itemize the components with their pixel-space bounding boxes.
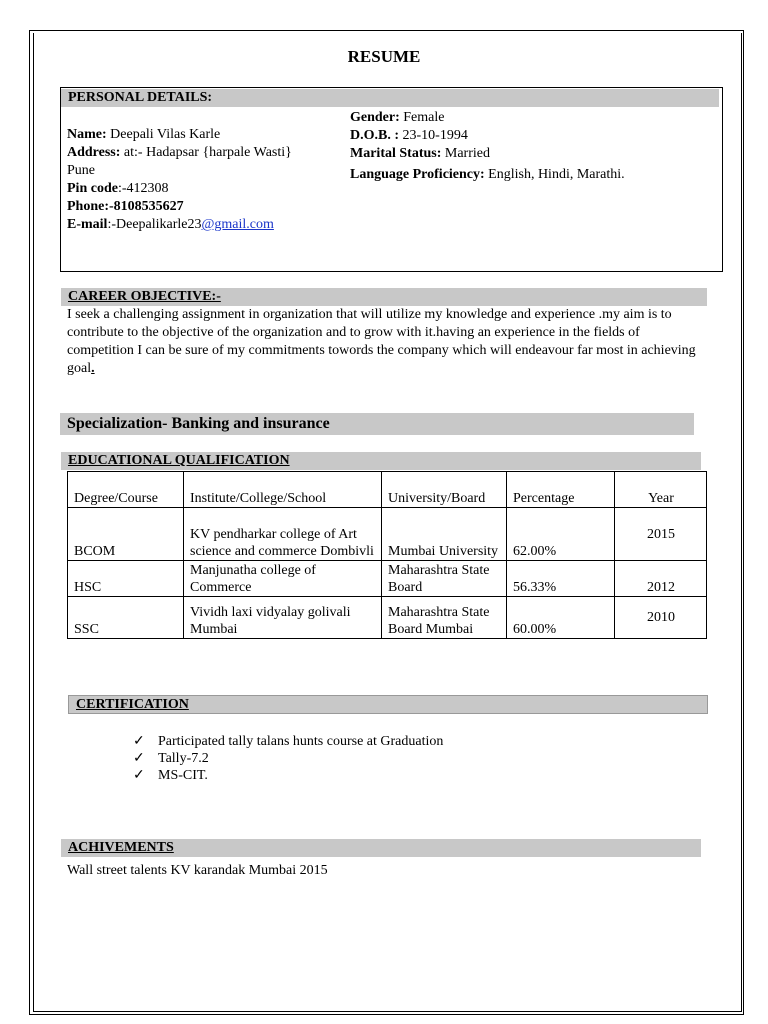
cell-degree: SSC — [68, 597, 184, 639]
specialization-heading: Specialization- Banking and insurance — [60, 413, 694, 435]
header-year: Year — [615, 472, 707, 508]
table-row — [68, 561, 707, 597]
list-item: ✓ Participated tally talans hunts course at Graduation — [133, 734, 444, 749]
cell-board: Maharashtra State Board — [382, 561, 507, 597]
cell-percentage: 56.33% — [507, 561, 615, 597]
cell-degree: HSC — [68, 561, 184, 597]
cell-board: Maharashtra State Board Mumbai — [382, 597, 507, 639]
dob-line: D.O.B. : 23-10-1994 — [350, 128, 468, 143]
table-row — [68, 597, 707, 639]
table-header-row — [68, 472, 707, 508]
certification-list — [133, 733, 443, 784]
cell-year: 2012 — [615, 561, 707, 597]
list-item: ✓ Tally-7.2 — [133, 751, 209, 766]
cell-year: 2015 — [615, 508, 707, 561]
address-line: Address: at:- Hadapsar {harpale Wasti} — [67, 145, 292, 160]
header-degree: Degree/Course — [68, 472, 184, 508]
cell-percentage: 62.00% — [507, 508, 615, 561]
phone-line: Phone:-8108535627 — [67, 199, 184, 214]
cell-board: Mumbai University — [382, 508, 507, 561]
career-objective-heading: CAREER OBJECTIVE:- — [61, 288, 707, 306]
education-heading: EDUCATIONAL QUALIFICATION — [61, 452, 701, 470]
career-objective-text: I seek a challenging assignment in organization that will utilize my knowledge and experience .my aim is to contribute to the objective of the organization and to grow with it.having an experience in the fields of competition I can be sure of my commitments towords the company which will endeavour far most in achieving goal. — [67, 307, 696, 376]
education-table — [67, 471, 707, 639]
checkmark-icon: ✓ — [133, 768, 145, 783]
email-line: E-mail:-Deepalikarle23@gmail.com — [67, 217, 274, 232]
achievements-heading: ACHIVEMENTS — [61, 839, 701, 857]
name-line: Name: Deepali Vilas Karle — [67, 127, 221, 142]
language-line: Language Proficiency: English, Hindi, Marathi. — [350, 167, 625, 182]
checkmark-icon: ✓ — [133, 734, 145, 749]
cell-institute: KV pendharkar college of Art science and commerce Dombivli — [184, 508, 382, 561]
email-link[interactable]: @gmail.com — [201, 217, 274, 232]
achievements-text: Wall street talents KV karandak Mumbai 2015 — [67, 863, 328, 878]
table-row — [68, 508, 707, 561]
cell-percentage: 60.00% — [507, 597, 615, 639]
resume-title: RESUME — [347, 47, 421, 66]
cell-year: 2010 — [615, 597, 707, 639]
address-line-2: Pune — [67, 163, 95, 178]
cell-degree: BCOM — [68, 508, 184, 561]
header-percentage: Percentage — [507, 472, 615, 508]
checkmark-icon: ✓ — [133, 751, 145, 766]
header-board: University/Board — [382, 472, 507, 508]
marital-line: Marital Status: Married — [350, 146, 490, 161]
certification-heading: CERTIFICATION — [68, 695, 708, 714]
list-item: ✓ MS-CIT. — [133, 768, 208, 783]
cell-institute: Vividh laxi vidyalay golivali Mumbai — [184, 597, 382, 639]
cell-institute: Manjunatha college of Commerce — [184, 561, 382, 597]
personal-details-heading: PERSONAL DETAILS: — [61, 89, 719, 107]
header-institute: Institute/College/School — [184, 472, 382, 508]
gender-line: Gender: Female — [350, 110, 445, 125]
pincode-line: Pin code:-412308 — [67, 181, 169, 196]
